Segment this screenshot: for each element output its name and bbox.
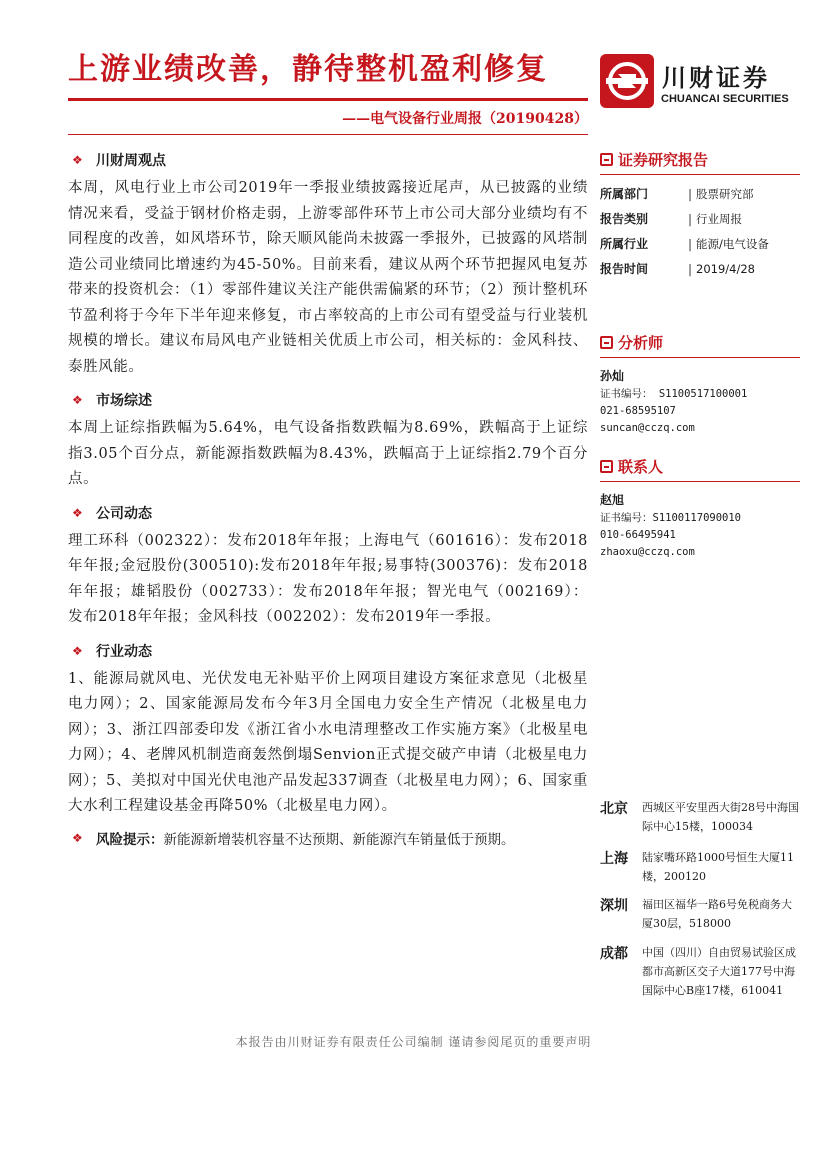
view-paragraph: 本周，风电行业上市公司2019年一季报业绩披露接近尾声，从已披露的业绩情况来看，受益于钢材价格走弱，上游零部件环节上市公司大部分业绩均有不同程度的改善，如风塔环节，除天顺风能尚未披露一季报外，已披露的风塔制造公司业绩同比增速约为45-50%。目前来看，建议从两个环节把握风电复苏带来的投资机会：（1）零部件建议关注产能供需偏紧的环节；（2）预计整机环节盈利将于今年下半年迎来修复，市占率较高的上市公司有望受益与行业装机规模的增长。建议布局风电产业链相关优质上市公司，相关标的：金风科技、泰胜风能。 [68, 180, 588, 375]
sidebar-heading-report: 证券研究报告 [600, 148, 800, 170]
diamond-bullet-icon: ❖ [72, 153, 83, 167]
sidebar-heading-contact: 联系人 [600, 455, 800, 477]
sidebar [600, 148, 800, 561]
sidebar-divider [600, 174, 800, 175]
risk-label: 风险提示： [96, 831, 164, 848]
report-subtitle: ——电气设备行业周报（20190428） [342, 111, 588, 127]
analyst-email[interactable]: suncan@cczq.com [600, 422, 695, 434]
section-marker-icon [600, 460, 613, 473]
logo-name-en: CHUANCAI SECURITIES [661, 93, 789, 105]
report-title: 上游业绩改善，静待整机盈利修复 [68, 52, 548, 87]
sidebar-heading-analyst: 分析师 [600, 331, 800, 353]
industry-paragraph: 1、能源局就风电、光伏发电无补贴平价上网项目建设方案征求意见（北极星电力网）；2、国家能源局发布今年3月全国电力安全生产情况（北极星电力网）；3、浙江四部委印发《浙江省小水电清理整改工作实施方案》（北极星电力网）；4、老牌风机制造商轰然倒塌Senvion正式提交破产申请（北极星电力网）；5、美拟对中国光伏电池产品发起337调查（北极星电力网）；6、国家重大水利工程建设基金再降50%（北极星电力网）。 [68, 670, 588, 814]
section-heading-market: ❖ 市场综述 [72, 393, 152, 409]
meta-row: 所属行业 | 能源/电气设备 [600, 236, 769, 251]
analyst-phone: 021-68595107 [600, 405, 676, 417]
section-marker-icon [600, 153, 613, 166]
chuancai-logo-icon [600, 54, 654, 108]
subtitle-divider [68, 134, 588, 135]
section-marker-icon [600, 336, 613, 349]
company-logo [600, 52, 800, 110]
sidebar-divider [600, 481, 800, 482]
contact-cert: 证书编号：S1100117090010 [600, 512, 742, 524]
meta-row: 报告类别 | 行业周报 [600, 211, 742, 226]
logo-name-cn: 川财证券 [662, 64, 770, 92]
contact-card [600, 492, 800, 561]
office-shenzhen: 深圳 福田区福华一路6号免税商务大厦30层，518000 [600, 898, 792, 930]
diamond-bullet-icon: ❖ [72, 393, 83, 407]
office-beijing: 北京 西城区平安里西大街28号中海国际中心15楼，100034 [600, 801, 799, 833]
company-paragraph: 理工环科（002322）：发布2018年年报；上海电气（601616）：发布2018年年报;金冠股份(300510):发布2018年年报;易事特(300376)：发布2018年年报；雄韬股份（002733）：发布2018年年报；智光电气（002169）：发布2018年年报；金风科技（002202）：发布2019年一季报。 [68, 532, 588, 625]
market-paragraph: 本周上证综指跌幅为5.64%，电气设备指数跌幅为8.69%，跌幅高于上证综指3.05个百分点，新能源指数跌幅为8.43%，跌幅高于上证综指2.79个百分点。 [68, 420, 588, 487]
contact-email[interactable]: zhaoxu@cczq.com [600, 546, 695, 558]
footer-disclaimer: 本报告由川财证券有限责任公司编制 谨请参阅尾页的重要声明 [235, 1035, 592, 1049]
analyst-name: 孙灿 [600, 369, 625, 383]
section-heading-view: ❖ 川财周观点 [72, 153, 166, 169]
title-divider [68, 98, 588, 101]
meta-row: 所属部门 | 股票研究部 [600, 186, 754, 201]
office-shanghai: 上海 陆家嘴环路1000号恒生大厦11楼，200120 [600, 851, 794, 883]
meta-row: 报告时间 | 2019/4/28 [600, 261, 755, 276]
diamond-bullet-icon: ❖ [72, 505, 83, 520]
main-content [68, 150, 588, 848]
sidebar-divider [600, 357, 800, 358]
section-heading-company: ❖ 公司动态 [72, 505, 152, 522]
analyst-cert: 证书编号： S1100517100001 [600, 388, 748, 400]
risk-notice [68, 828, 588, 848]
risk-text: 新能源新增装机容量不达预期、新能源汽车销量低于预期。 [163, 831, 515, 848]
contact-phone: 010-66495941 [600, 529, 676, 541]
diamond-bullet-icon: ❖ [72, 643, 83, 658]
contact-name: 赵旭 [600, 493, 625, 507]
diamond-bullet-icon: ❖ [72, 830, 83, 845]
office-chengdu: 成都 中国（四川）自由贸易试验区成都市高新区交子大道177号中海国际中心B座17楼，610041 [600, 946, 796, 997]
section-heading-industry: ❖ 行业动态 [72, 643, 152, 660]
analyst-card [600, 368, 800, 437]
